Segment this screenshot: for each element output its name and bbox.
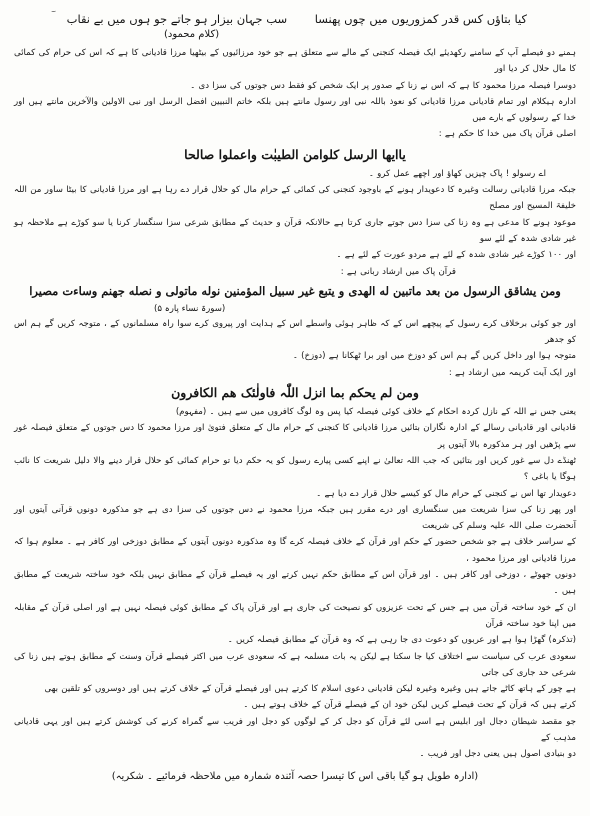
paragraph-9: اور جو کوئی برخلاف کرے رسول کے پیچھے اس کے کہ ظاہر ہوئی واسطے اس کے ہدایت اور پیروی کرے سوا راہ مسلمانوں کے ، متوجہ کریں گے ہم اس کو جدھر [14, 318, 576, 346]
header-couplet [14, 12, 576, 27]
paragraph-4: اصلی قرآن پاک میں خدا کا حکم ہے : [438, 129, 576, 140]
couplet-right-hemistich: کیا بتاؤں کس قدر کمزوریوں میں چوں پھنسا [314, 12, 527, 26]
paragraph-16: کے سراسر خلاف ہے جو شخص حضور کے حکم اور قرآن کے خلاف فیصلہ کرے گا وہ مذکورہ دونوں آیتوں کے مطابق دوزخی اور کافر ہے ۔ معلوم ہوا کہ مرزا قادیانی اور مرزا محمود ، [14, 537, 576, 564]
paragraph-13: ٹھنڈے دل سے غور کریں اور بتائیں کہ جب اللہ تعالیٰ نے اپنے کسی پیارے رسول کو یہ حکم دیا تو حرام کمائی کو حلال قرار دینے والا دلیل شریعت کا نائب ہوگا یا باغی ؟ [14, 455, 576, 483]
paragraph-3: ادارہ ہیکلام اور تمام قادیانی مرزا قادیانی کو نعوذ باللہ نبی اور رسول مانتے ہیں بلکہ خاتم النبیین افضل الرسل اور نبی الاولین والآخرین مانتے ہیں اور خدا کے رسولوں کے بارے میں [14, 96, 576, 124]
paragraph-19: (تذکرہ) گھڑا ہوا ہے اور عربوں کو دعوت دی جا رہی ہے کہ وہ قرآن کے مطابق فیصلہ کریں ۔ [227, 635, 576, 646]
paragraph-20: سعودی عرب کی سیاست سے اختلاف کیا جا سکتا ہے لیکن یہ بات مسلمہ ہے کہ سعودی عرب میں اکثر فیصلے قرآن وسنت کے مطابق ہوتے ہیں زنا کی شرعی حد جاری کی جاتی [14, 651, 576, 678]
verse-1-translation: اے رسولو ! پاک چیزیں کھاؤ اور اچھے عمل کرو ۔ [368, 168, 546, 179]
verse-3-translation: یعنی جس نے اللہ کے نازل کردہ احکام کے خلاف کوئی فیصلہ کیا پس وہ لوگ کافروں میں سے ہیں ۔ (مفہوم) [175, 407, 576, 418]
paragraph-8: قرآن پاک میں ارشاد ربانی ہے : [340, 266, 456, 277]
paragraph-18: ان کے خود ساختہ قرآن میں ہے جس کے تحت عزیزوں کو نصیحت کی جاری ہے اور قرآن پاک کے مطابق کوئی فیصلہ نہیں ہے اور اصلی قرآن کے مقابلہ میں اپنا خود ساختہ قرآن [14, 602, 576, 629]
paragraph-1: ہمنے دو فیصلے آپ کے سامنے رکھدیئے ایک فیصلہ کنجنی کے مالے سے متعلق ہے جو خود مرزائیوں کے بیٹھیا مرزا قادیانی کا ہے کہ اس کی حرام کی کمائی کا مال حلال کر دیا اور [14, 48, 576, 75]
closing-note: (ادارہ طویل ہو گیا باقی اس کا تیسرا حصہ آئندہ شمارہ میں ملاحظہ فرمائیے ۔ شکریہ) [111, 770, 479, 782]
quran-verse-3: ومن لم یحکم بما انزل اللّٰہ فاولٰئک هم الکافرون [171, 385, 419, 401]
paragraph-17: دونوں جھوٹے ، دوزخی اور کافر ہیں ۔ اور قرآن اس کے مطابق حکم نہیں کرتے اور یہ فیصلے قرآن کے مطابق نہیں بلکہ خود ساختہ شریعت کے مطابق ہیں ۔ [14, 570, 576, 597]
verse-2-reference: (سورۃ نساء پارہ ۵) [154, 303, 226, 314]
paragraph-21: ہے چور کے ہاتھ کاٹے جاتے ہیں وغیرہ وغیرہ لیکن قادیانی دعوی اسلام کا کرتے ہیں اور فیصلے قرآن کے خلاف کرتے ہیں اور دوسروں کو تلقین بھی [44, 684, 576, 695]
couplet-attribution: (کلام محمود) [164, 29, 220, 40]
paragraph-23: جو مقصد شیطان دجال اور ابلیس ہے اسی لئے قرآن کو دجل کر کے لوگوں کو دجل اور فریب سے گمراہ کرنے کی کوشش کرتے ہیں اور یہی قادیانی مذہب کے [14, 716, 576, 743]
couplet-left-hemistich: سب جہان بیزار ہو جاتے جو ہوں میں بے نقاب [66, 12, 288, 26]
paragraph-7: اور ۱۰۰ کوڑے غیر شادی شدہ کے لئے ہے مردو عورت کے لئے ہے ۔ [336, 250, 576, 261]
quran-verse-1: یاایھا الرسل کلوامن الطیبٰت واعملوا صالحا [184, 146, 406, 162]
quran-verse-2: ومن یشاقق الرسول من بعد ماتبین له الهدی و یتبع غیر سبیل المؤمنین نوله ماتولی و نصله جهنم وساءت مصیرا [29, 283, 561, 298]
paragraph-2: دوسرا فیصلہ مرزا محمود کا ہے کہ اس نے زنا کے صدور پر ایک شخص کو فقط دس جوتوں کی سزا دی ۔ [190, 80, 576, 91]
paragraph-11: اور ایک آیت کریمہ میں ارشاد ہے : [448, 367, 576, 378]
paragraph-5: جبکہ مرزا قادیانی رسالت وغیرہ کا دعویدار ہونے کے باوجود کنجنی کی کمائی کے حرام مال کو حلال قرار دے رہا ہے اور مرزا قادیانی کا بیٹا ساور من اللہ خلیفۃ المسیح اور مصلح [14, 185, 576, 212]
paragraph-24: دو بنیادی اصول ہیں یعنی دجل اور فریب ۔ [419, 749, 576, 760]
paragraph-10: متوجہ ہوا اور داخل کریں گے ہم اس کو دوزخ میں اور برا ٹھکانا ہے (دوزخ) ۔ [292, 351, 576, 362]
paragraph-6: موعود ہونے کا مدعی ہے وہ زنا کی سزا دس جوتے جاری کرتا ہے حالانکہ قرآن و حدیث کے مطابق شرعی سزا سنگسار کرنا یا سو کوڑے ہے ملاحظہ ہو غیر شادی شدہ کے لئے سو [14, 217, 576, 244]
paragraph-14: دعویدار تھا اس نے کنجنی کے حرام مال کو کیسے حلال قرار دے دیا ہے ۔ [316, 488, 576, 499]
paragraph-12: قادیانی اور قادیانی رسالے کے ادارہ نگاران بتائیں مرزا قادیانی کا کنجنی کے حرام مال کے متعلق فتویٰ اور مرزا محمود کا دس جوتوں کے متعلق فیصلہ غور سے پڑھیں اور ہر مذکورہ بالا آیتوں پر [14, 423, 576, 450]
paragraph-15: اور پھر زنا کی سزا شریعت میں سنگساری اور درے مقرر ہیں جبکہ مرزا محمود نے دس جوتوں کی سزا دی ہے جو مذکورہ دونوں قرآنی آیتوں اور آنحضرت صلی اللہ علیہ وسلم کی شریعت [14, 504, 576, 532]
paragraph-22: کرتے ہیں کہ قرآن کے تحت فیصلے کریں لیکن خود ان کے فیصلے قرآن کے خلاف ہوتے ہیں ۔ [243, 700, 576, 711]
